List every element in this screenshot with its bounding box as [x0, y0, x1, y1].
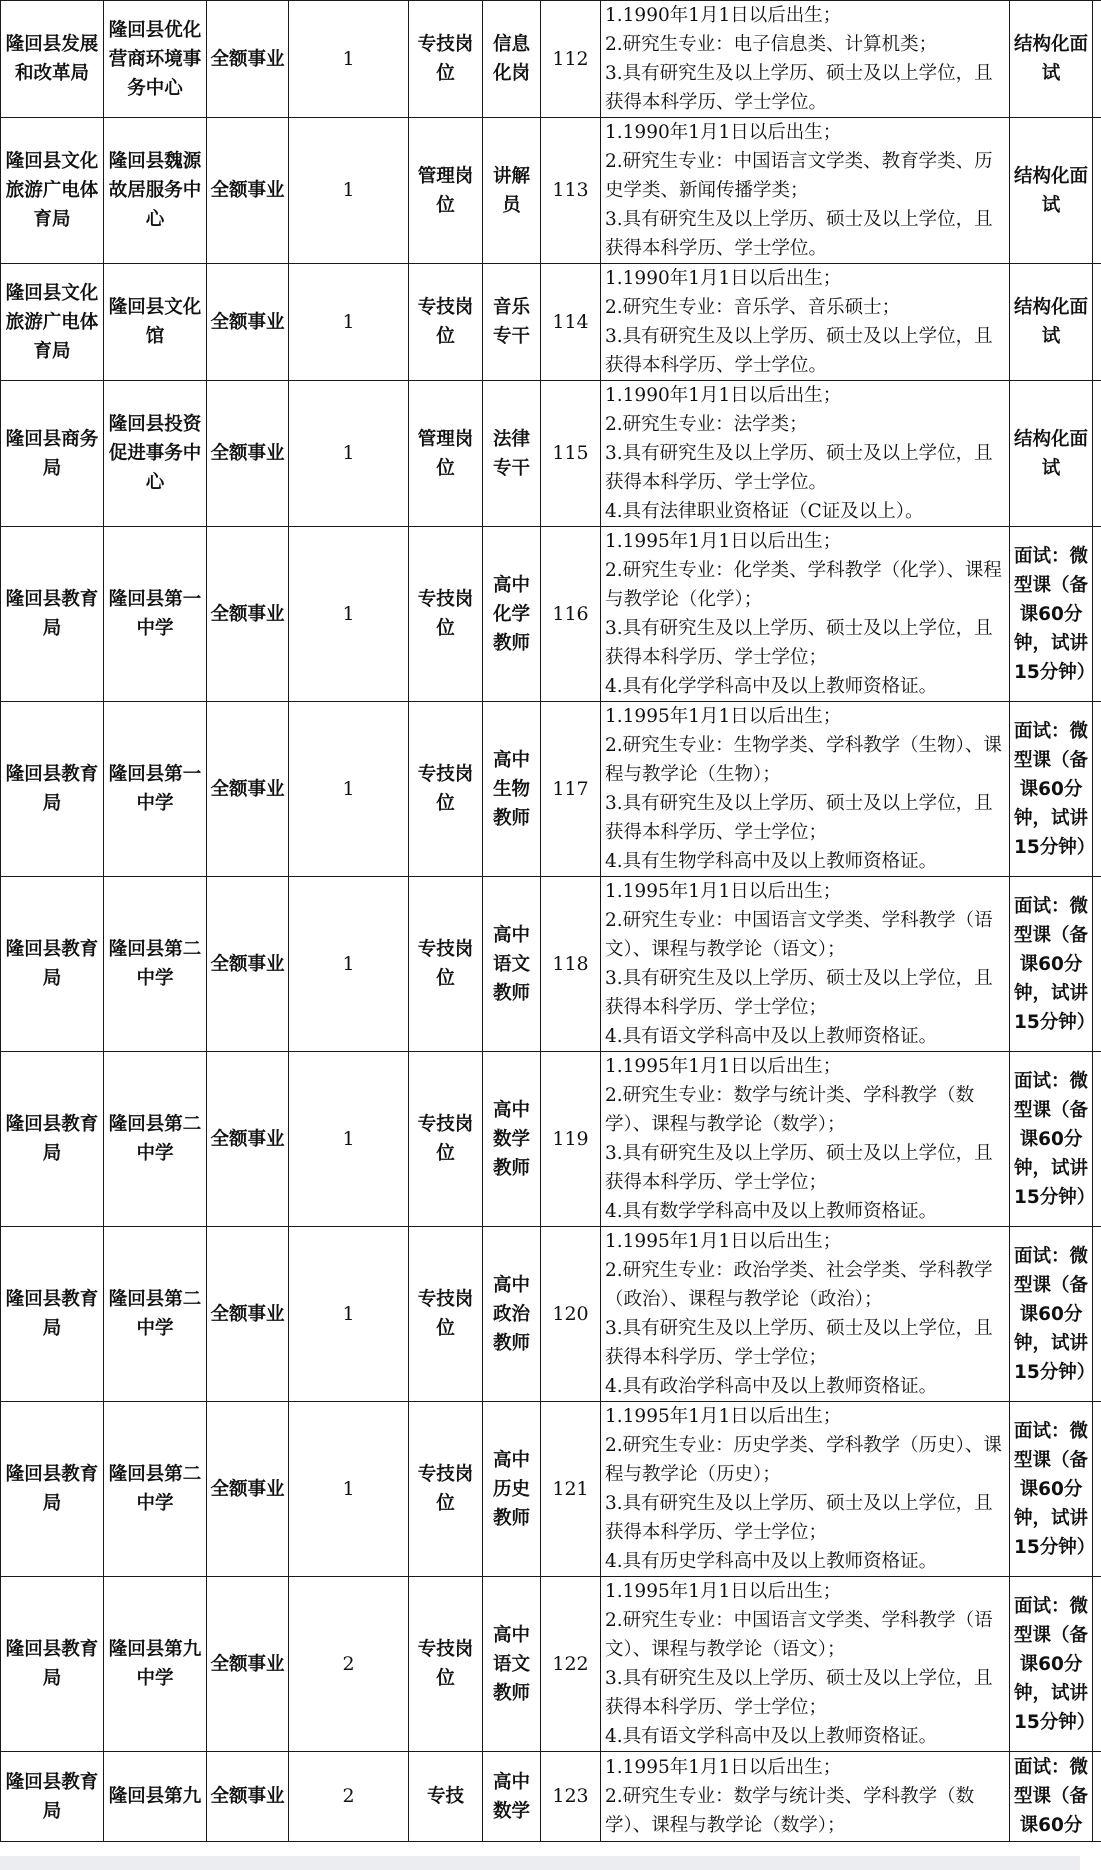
table-row: [1, 1752, 1101, 1842]
post-category-cell: 专技岗位: [409, 1402, 483, 1577]
requirement-line: 4.具有数学学科高中及以上教师资格证。: [605, 1201, 938, 1222]
table-row: [1, 264, 1101, 381]
funding-type-cell: 全额事业: [207, 1227, 289, 1402]
requirement-line: 1.1995年1月1日以后出生；: [605, 1406, 842, 1427]
requirement-line: 3.具有研究生及以上学历、硕士及以上学位，且获得本科学历、学士学位；: [605, 1318, 993, 1368]
post-category-cell: 专技岗位: [409, 877, 483, 1052]
exam-method-cell: 面试：微型课（备课60分钟，试讲15分钟）: [1010, 1402, 1093, 1577]
headcount-cell: 1: [289, 702, 409, 877]
requirement-line: 3.具有研究生及以上学历、硕士及以上学位，且获得本科学历、学士学位。: [605, 326, 993, 376]
exam-method-cell: 面试：微型课（备课60分钟，试讲15分钟）: [1010, 1227, 1093, 1402]
requirement-line: 4.具有语文学科高中及以上教师资格证。: [605, 1726, 938, 1747]
table-edge-cell: [1093, 1, 1101, 118]
requirement-line: 2.研究生专业：数学与统计类、学科教学（数学）、课程与教学论（数学）；: [605, 1786, 975, 1836]
post-name-cell: 高中语文教师: [483, 877, 541, 1052]
requirement-line: 2.研究生专业：中国语言文学类、教育学类、历史学类、新闻传播学类；: [605, 151, 993, 201]
exam-method-cell: 面试：微型课（备课60分钟，试讲15分钟）: [1010, 877, 1093, 1052]
department-cell: 隆回县教育局: [1, 1577, 104, 1752]
funding-type-cell: 全额事业: [207, 118, 289, 264]
requirement-line: 2.研究生专业：历史学类、学科教学（历史）、课程与教学论（历史）；: [605, 1435, 1002, 1485]
post-category-cell: 专技岗位: [409, 1052, 483, 1227]
requirements-cell: [601, 877, 1010, 1052]
department-cell: 隆回县商务局: [1, 381, 104, 527]
unit-cell: 隆回县魏源故居服务中心: [104, 118, 207, 264]
department-cell: 隆回县文化旅游广电体育局: [1, 118, 104, 264]
exam-method-cell: 结构化面试: [1010, 1, 1093, 118]
requirement-line: 1.1995年1月1日以后出生；: [605, 1056, 842, 1077]
headcount-cell: 1: [289, 264, 409, 381]
funding-type-cell: 全额事业: [207, 1577, 289, 1752]
table-row: [1, 527, 1101, 702]
requirement-line: 3.具有研究生及以上学历、硕士及以上学位，且获得本科学历、学士学位；: [605, 618, 993, 668]
funding-type-cell: 全额事业: [207, 1052, 289, 1227]
requirement-line: 3.具有研究生及以上学历、硕士及以上学位，且获得本科学历、学士学位。: [605, 443, 993, 493]
requirement-line: 1.1995年1月1日以后出生；: [605, 881, 842, 902]
unit-cell: 隆回县投资促进事务中心: [104, 381, 207, 527]
department-cell: 隆回县教育局: [1, 1402, 104, 1577]
requirement-line: 4.具有生物学科高中及以上教师资格证。: [605, 851, 938, 872]
requirement-line: 1.1990年1月1日以后出生；: [605, 385, 842, 406]
requirements-cell: [601, 1052, 1010, 1227]
department-cell: 隆回县教育局: [1, 1227, 104, 1402]
table-row: [1, 381, 1101, 527]
funding-type-cell: 全额事业: [207, 381, 289, 527]
headcount-cell: 1: [289, 118, 409, 264]
unit-cell: 隆回县第九中学: [104, 1577, 207, 1752]
post-name-cell: 法律专干: [483, 381, 541, 527]
unit-cell: 隆回县第二中学: [104, 1227, 207, 1402]
table-row: [1, 1, 1101, 118]
post-category-cell: 专技岗位: [409, 527, 483, 702]
department-cell: 隆回县教育局: [1, 877, 104, 1052]
requirements-cell: [601, 1752, 1010, 1842]
requirements-cell: [601, 264, 1010, 381]
post-name-cell: 高中政治教师: [483, 1227, 541, 1402]
post-category-cell: 管理岗位: [409, 381, 483, 527]
funding-type-cell: 全额事业: [207, 527, 289, 702]
headcount-cell: 1: [289, 1, 409, 118]
requirements-cell: [601, 1227, 1010, 1402]
exam-method-cell: 结构化面试: [1010, 381, 1093, 527]
post-code-cell: 115: [541, 381, 601, 527]
post-name-cell: 讲解员: [483, 118, 541, 264]
requirement-line: 2.研究生专业：政治学类、社会学类、学科教学（政治）、课程与教学论（政治）；: [605, 1260, 993, 1310]
post-category-cell: 专技岗位: [409, 1, 483, 118]
requirement-line: 3.具有研究生及以上学历、硕士及以上学位，且获得本科学历、学士学位；: [605, 1143, 993, 1193]
post-code-cell: 120: [541, 1227, 601, 1402]
post-code-cell: 122: [541, 1577, 601, 1752]
headcount-cell: 2: [289, 1752, 409, 1842]
table-row: [1, 118, 1101, 264]
headcount-cell: 1: [289, 877, 409, 1052]
unit-cell: 隆回县第一中学: [104, 702, 207, 877]
department-cell: 隆回县教育局: [1, 1052, 104, 1227]
table-edge-cell: [1093, 118, 1101, 264]
requirement-line: 4.具有政治学科高中及以上教师资格证。: [605, 1376, 938, 1397]
table-edge-cell: [1093, 1752, 1101, 1842]
requirement-line: 3.具有研究生及以上学历、硕士及以上学位，且获得本科学历、学士学位；: [605, 1493, 993, 1543]
table-edge-cell: [1093, 264, 1101, 381]
table-edge-cell: [1093, 381, 1101, 527]
post-name-cell: 音乐专干: [483, 264, 541, 381]
post-category-cell: 专技岗位: [409, 264, 483, 381]
exam-method-cell: 面试：微型课（备课60分钟，试讲15分钟）: [1010, 702, 1093, 877]
table-row: [1, 1052, 1101, 1227]
unit-cell: 隆回县优化营商环境事务中心: [104, 1, 207, 118]
requirement-line: 2.研究生专业：生物学类、学科教学（生物）、课程与教学论（生物）；: [605, 735, 1002, 785]
requirement-line: 1.1995年1月1日以后出生；: [605, 1757, 842, 1778]
unit-cell: 隆回县第二中学: [104, 1402, 207, 1577]
requirement-line: 1.1995年1月1日以后出生；: [605, 1231, 842, 1252]
post-name-cell: 高中化学教师: [483, 527, 541, 702]
unit-cell: 隆回县文化馆: [104, 264, 207, 381]
exam-method-cell: 结构化面试: [1010, 264, 1093, 381]
post-code-cell: 116: [541, 527, 601, 702]
exam-method-cell: 结构化面试: [1010, 118, 1093, 264]
requirements-cell: [601, 702, 1010, 877]
post-code-cell: 117: [541, 702, 601, 877]
requirement-line: 3.具有研究生及以上学历、硕士及以上学位，且获得本科学历、学士学位。: [605, 209, 993, 259]
headcount-cell: 1: [289, 1402, 409, 1577]
requirement-line: 3.具有研究生及以上学历、硕士及以上学位，且获得本科学历、学士学位；: [605, 968, 993, 1018]
post-name-cell: 高中数学: [483, 1752, 541, 1842]
table-row: [1, 1402, 1101, 1577]
funding-type-cell: 全额事业: [207, 877, 289, 1052]
exam-method-cell: 面试：微型课（备课60分: [1010, 1752, 1093, 1842]
department-cell: 隆回县发展和改革局: [1, 1, 104, 118]
post-category-cell: 专技岗位: [409, 1577, 483, 1752]
department-cell: 隆回县文化旅游广电体育局: [1, 264, 104, 381]
requirements-cell: [601, 1577, 1010, 1752]
requirement-line: 1.1995年1月1日以后出生；: [605, 706, 842, 727]
headcount-cell: 1: [289, 1227, 409, 1402]
funding-type-cell: 全额事业: [207, 264, 289, 381]
requirement-line: 1.1995年1月1日以后出生；: [605, 531, 842, 552]
headcount-cell: 1: [289, 1052, 409, 1227]
requirements-cell: [601, 118, 1010, 264]
post-category-cell: 专技: [409, 1752, 483, 1842]
exam-method-cell: 面试：微型课（备课60分钟，试讲15分钟）: [1010, 1577, 1093, 1752]
table-row: [1, 1227, 1101, 1402]
exam-method-cell: 面试：微型课（备课60分钟，试讲15分钟）: [1010, 1052, 1093, 1227]
unit-cell: 隆回县第九: [104, 1752, 207, 1842]
post-name-cell: 信息化岗: [483, 1, 541, 118]
table-body: [1, 1, 1101, 1842]
requirement-line: 1.1990年1月1日以后出生；: [605, 268, 842, 289]
post-code-cell: 118: [541, 877, 601, 1052]
post-code-cell: 112: [541, 1, 601, 118]
post-name-cell: 高中历史教师: [483, 1402, 541, 1577]
unit-cell: 隆回县第一中学: [104, 527, 207, 702]
bottom-edge-shade: [0, 1856, 1080, 1870]
post-name-cell: 高中数学教师: [483, 1052, 541, 1227]
funding-type-cell: 全额事业: [207, 1402, 289, 1577]
requirement-line: 2.研究生专业：数学与统计类、学科教学（数学）、课程与教学论（数学）；: [605, 1085, 975, 1135]
requirement-line: 3.具有研究生及以上学历、硕士及以上学位，且获得本科学历、学士学位；: [605, 793, 993, 843]
requirement-line: 4.具有化学学科高中及以上教师资格证。: [605, 676, 938, 697]
department-cell: 隆回县教育局: [1, 1752, 104, 1842]
requirement-line: 4.具有法律职业资格证（C证及以上）。: [605, 501, 924, 522]
requirements-cell: [601, 527, 1010, 702]
post-category-cell: 专技岗位: [409, 702, 483, 877]
table-row: [1, 1577, 1101, 1752]
unit-cell: 隆回县第二中学: [104, 1052, 207, 1227]
requirement-line: 2.研究生专业：中国语言文学类、学科教学（语文）、课程与教学论（语文）；: [605, 1610, 993, 1660]
department-cell: 隆回县教育局: [1, 702, 104, 877]
requirement-line: 2.研究生专业：化学类、学科教学（化学）、课程与教学论（化学）；: [605, 560, 1002, 610]
requirement-line: 3.具有研究生及以上学历、硕士及以上学位，且获得本科学历、学士学位。: [605, 63, 993, 113]
headcount-cell: 2: [289, 1577, 409, 1752]
requirement-line: 3.具有研究生及以上学历、硕士及以上学位，且获得本科学历、学士学位；: [605, 1668, 993, 1718]
table-row: [1, 702, 1101, 877]
post-name-cell: 高中生物教师: [483, 702, 541, 877]
post-category-cell: 管理岗位: [409, 118, 483, 264]
post-code-cell: 119: [541, 1052, 601, 1227]
post-name-cell: 高中语文教师: [483, 1577, 541, 1752]
headcount-cell: 1: [289, 381, 409, 527]
department-cell: 隆回县教育局: [1, 527, 104, 702]
post-code-cell: 113: [541, 118, 601, 264]
requirement-line: 1.1990年1月1日以后出生；: [605, 5, 842, 26]
post-category-cell: 专技岗位: [409, 1227, 483, 1402]
requirement-line: 4.具有语文学科高中及以上教师资格证。: [605, 1026, 938, 1047]
table-row: [1, 877, 1101, 1052]
post-code-cell: 121: [541, 1402, 601, 1577]
requirements-cell: [601, 1402, 1010, 1577]
requirement-line: 2.研究生专业：音乐学、音乐硕士；: [605, 297, 901, 318]
funding-type-cell: 全额事业: [207, 1, 289, 118]
requirement-line: 2.研究生专业：电子信息类、计算机类；: [605, 34, 938, 55]
requirement-line: 2.研究生专业：法学类；: [605, 414, 808, 435]
requirements-cell: [601, 381, 1010, 527]
funding-type-cell: 全额事业: [207, 702, 289, 877]
unit-cell: 隆回县第二中学: [104, 877, 207, 1052]
requirement-line: 1.1990年1月1日以后出生；: [605, 122, 842, 143]
post-code-cell: 123: [541, 1752, 601, 1842]
requirement-line: 1.1995年1月1日以后出生；: [605, 1581, 842, 1602]
exam-method-cell: 面试：微型课（备课60分钟，试讲15分钟）: [1010, 527, 1093, 702]
headcount-cell: 1: [289, 527, 409, 702]
post-code-cell: 114: [541, 264, 601, 381]
requirements-cell: [601, 1, 1010, 118]
requirement-line: 2.研究生专业：中国语言文学类、学科教学（语文）、课程与教学论（语文）；: [605, 910, 993, 960]
requirement-line: 4.具有历史学科高中及以上教师资格证。: [605, 1551, 938, 1572]
funding-type-cell: 全额事业: [207, 1752, 289, 1842]
